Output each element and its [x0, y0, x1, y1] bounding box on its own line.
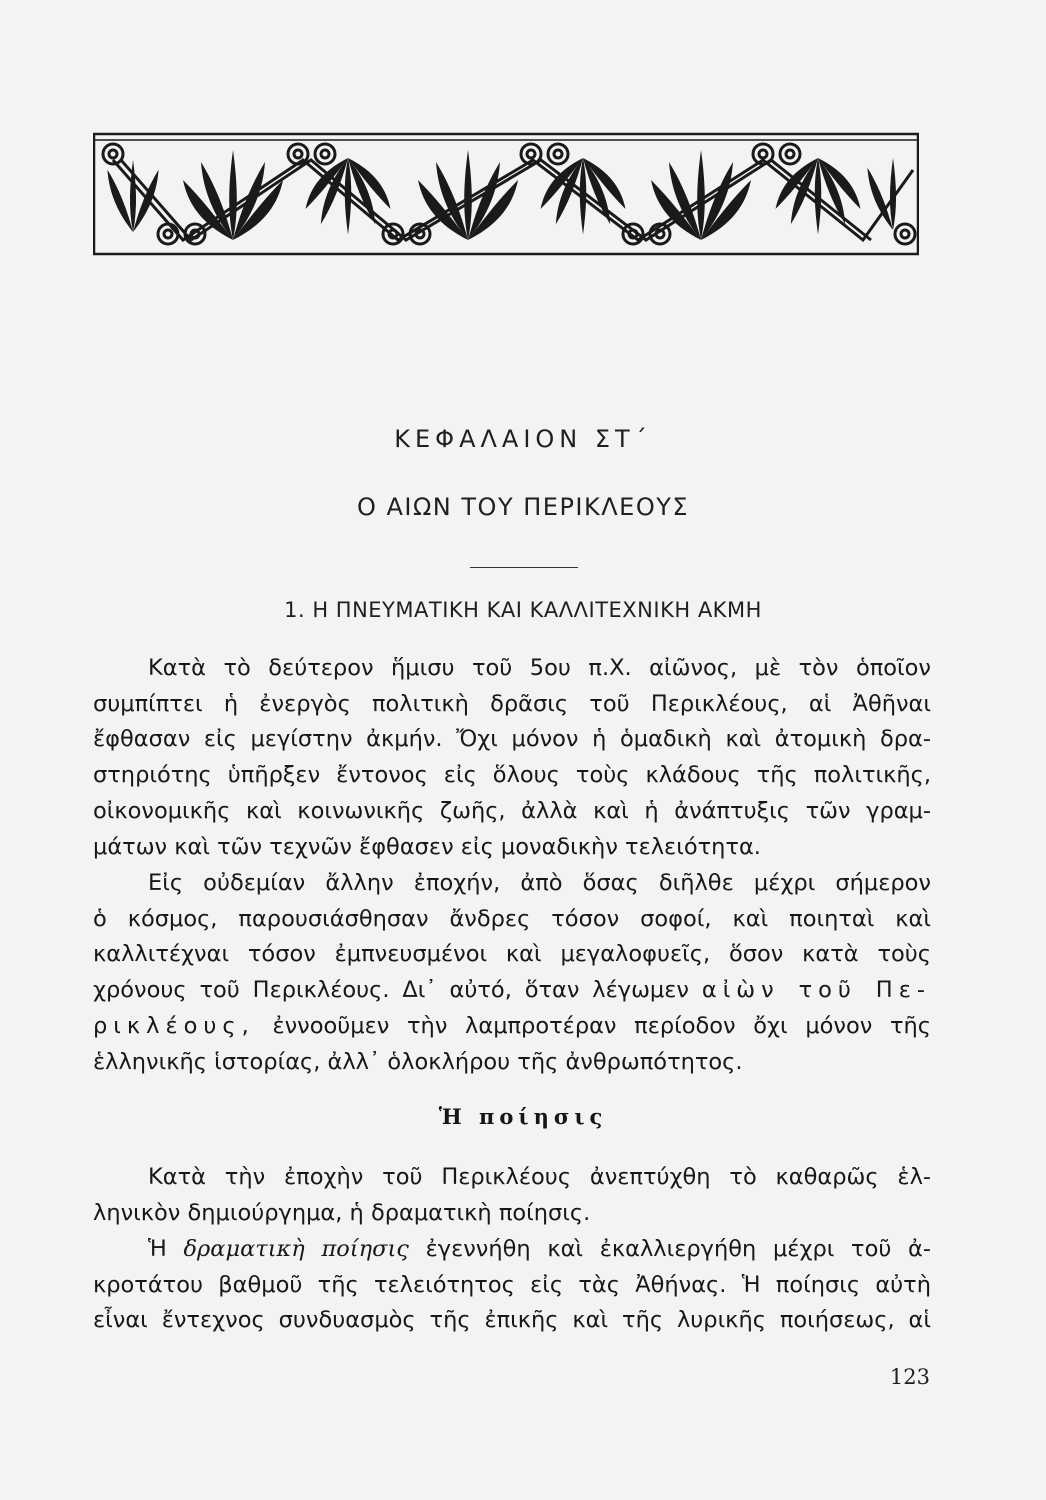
text-fragment: ἐγεννήθη καὶ ἐκαλλιεργήθη μέχρι τοῦ ἀ-: [425, 1236, 931, 1262]
text-line: εἶναι ἔντεχνος συνδυασμὸς τῆς ἐπικῆς καὶ τῆς λυρικῆς ποιήσεως, αἱ: [93, 1307, 931, 1334]
title-divider: [470, 567, 578, 568]
text-line: ληνικὸν δημιούργημα, ἡ δραματικὴ ποίησις.: [93, 1199, 591, 1226]
section-heading: 1. Η ΠΝΕΥΜΑΤΙΚΗ ΚΑΙ ΚΑΛΛΙΤΕΧΝΙΚΗ ΑΚΜΗ: [284, 598, 762, 622]
italic-term: δραματικὴ ποίησις: [183, 1236, 409, 1262]
spaced-phrase: αἰὼν τοῦ Πε-: [701, 977, 931, 1004]
text-line: ἔφθασαν εἰς μεγίστην ἀκμήν. Ὄχι μόνον ἡ ὁμαδικὴ καὶ ἀτομικὴ δρα-: [93, 726, 931, 753]
text-line: Εἰς οὐδεμίαν ἄλλην ἐποχήν, ἀπὸ ὅσας διῆλθε μέχρι σήμερον: [148, 870, 931, 896]
text-line: ὁ κόσμος, παρουσιάσθησαν ἄνδρες τόσον σοφοί, καὶ ποιηταὶ καὶ: [93, 905, 931, 932]
text-line: κροτάτου βαθμοῦ τῆς τελειότητος εἰς τὰς Ἀθήνας. Ἡ ποίησις αὐτὴ: [93, 1271, 931, 1298]
text-line: Κατὰ τὴν ἐποχὴν τοῦ Περικλέους ἀνεπτύχθη τὸ καθαρῶς ἑλ-: [148, 1164, 931, 1190]
text-line: [93, 1232, 931, 1268]
subheading-poetry: Ἡ ποίησις: [438, 1104, 608, 1129]
chapter-number: ΚΕΦΑΛΑΙΟΝ ΣΤ΄: [394, 425, 652, 453]
text-line: συμπίπτει ἡ ἐνεργὸς πολιτικὴ δρᾶσις τοῦ Περικλέους, αἱ Ἀθῆναι: [93, 690, 931, 717]
text-line: οἰκονομικῆς καὶ κοινωνικῆς ζωῆς, ἀλλὰ καὶ ἡ ἀνάπτυξις τῶν γραμ-: [93, 797, 931, 824]
text-line: καλλιτέχναι τόσον ἐμπνευσμένοι καὶ μεγαλοφυεῖς, ὅσον κατὰ τοὺς: [93, 941, 931, 968]
palmette-frieze-ornament: [93, 130, 919, 258]
chapter-title: Ο ΑΙΩΝ ΤΟΥ ΠΕΡΙΚΛΕΟΥΣ: [356, 493, 690, 521]
text-fragment: Ἡ: [148, 1236, 167, 1262]
text-line: Κατὰ τὸ δεύτερον ἥμισυ τοῦ 5ου π.Χ. αἰῶνος, μὲ τὸν ὁποῖον: [148, 655, 931, 681]
text-line: [93, 1009, 931, 1045]
paragraph-1: [93, 651, 931, 865]
text-line: [93, 973, 931, 1009]
text-line: ἑλληνικῆς ἱστορίας, ἀλλ᾽ ὁλοκλήρου τῆς ἀνθρωπότητος.: [93, 1048, 743, 1075]
paragraph-3: [93, 1160, 931, 1231]
paragraph-4: [93, 1232, 931, 1339]
spaced-phrase: ρικλέους,: [93, 1012, 255, 1039]
text-line: μάτων καὶ τῶν τεχνῶν ἔφθασεν εἰς μοναδικὴν τελειότητα.: [93, 833, 761, 860]
text-fragment: χρόνους τοῦ Περικλέους. Δι᾽ αὐτό, ὅταν λέγωμεν: [93, 977, 689, 1004]
text-fragment: ἐννοοῦμεν τὴν λαμπροτέραν περίοδον ὄχι μόνον τῆς: [272, 1012, 931, 1039]
paragraph-2: [93, 866, 931, 1080]
page-number: 123: [889, 1365, 930, 1389]
text-line: στηριότης ὑπῆρξεν ἔντονος εἰς ὅλους τοὺς κλάδους τῆς πολιτικῆς,: [93, 762, 931, 789]
